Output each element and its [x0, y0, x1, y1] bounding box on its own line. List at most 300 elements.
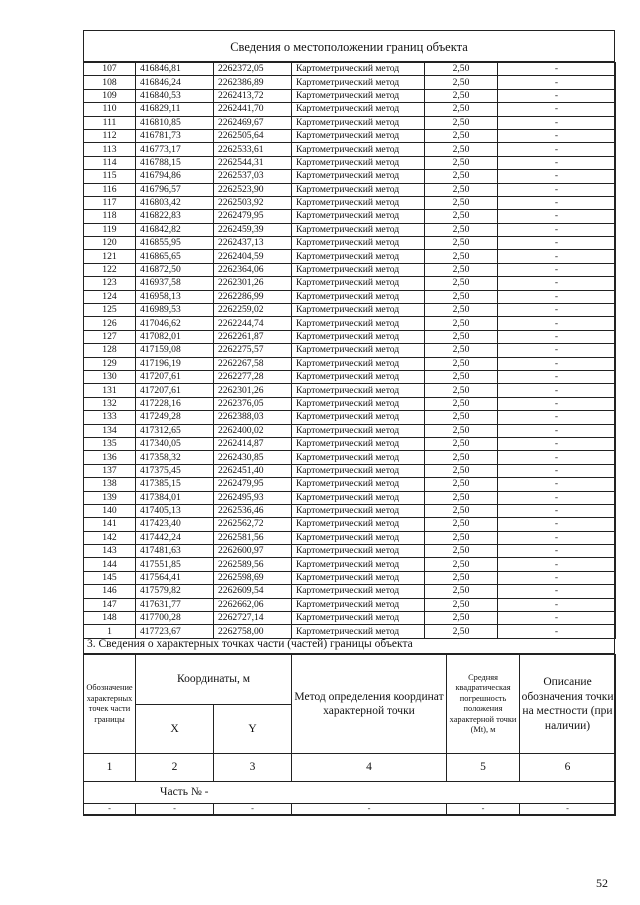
x-coordinate-cell: 417340,05 [136, 437, 214, 450]
y-coordinate-cell: 2262544,31 [214, 156, 292, 169]
table-row [84, 76, 616, 89]
x-coordinate-cell: 416803,42 [136, 196, 214, 209]
y-coordinate-cell: 2262286,99 [214, 290, 292, 303]
x-coordinate-cell: 417375,45 [136, 464, 214, 477]
x-coordinate-cell: 417700,28 [136, 612, 214, 625]
point-number-cell: 134 [84, 424, 136, 437]
point-number-cell: 132 [84, 397, 136, 410]
y-coordinate-cell: 2262259,02 [214, 304, 292, 317]
table-row [84, 250, 616, 263]
point-number-cell: 148 [84, 612, 136, 625]
accuracy-cell: 2,50 [425, 89, 498, 102]
accuracy-cell: 2,50 [425, 143, 498, 156]
table-row [84, 116, 616, 129]
column-number: 3 [214, 754, 292, 782]
description-cell: - [498, 76, 616, 89]
y-coordinate-cell: 2262437,13 [214, 237, 292, 250]
accuracy-cell: 2,50 [425, 304, 498, 317]
page-number: 52 [596, 876, 608, 890]
y-coordinate-cell: 2262244,74 [214, 317, 292, 330]
accuracy-cell: 2,50 [425, 76, 498, 89]
method-cell: Картометрический метод [292, 518, 425, 531]
method-cell: Картометрический метод [292, 370, 425, 383]
x-coordinate-cell: 417228,16 [136, 397, 214, 410]
description-cell: - [498, 183, 616, 196]
empty-cell: - [136, 804, 214, 816]
y-coordinate-cell: 2262479,95 [214, 478, 292, 491]
point-number-cell: 140 [84, 504, 136, 517]
description-cell: - [498, 384, 616, 397]
point-number-cell: 116 [84, 183, 136, 196]
x-coordinate-cell: 417631,77 [136, 598, 214, 611]
x-coordinate-cell: 417442,24 [136, 531, 214, 544]
accuracy-cell: 2,50 [425, 370, 498, 383]
column-number: 1 [84, 754, 136, 782]
table-row [84, 370, 616, 383]
y-coordinate-cell: 2262758,00 [214, 625, 292, 638]
table-row [84, 223, 616, 236]
empty-part-row [84, 804, 616, 816]
document-frame [83, 30, 615, 815]
accuracy-cell: 2,50 [425, 330, 498, 343]
x-coordinate-cell: 417046,62 [136, 317, 214, 330]
point-number-cell: 145 [84, 571, 136, 584]
description-cell: - [498, 290, 616, 303]
y-coordinate-cell: 2262388,03 [214, 411, 292, 424]
method-cell: Картометрический метод [292, 183, 425, 196]
table-row [84, 277, 616, 290]
x-coordinate-cell: 416788,15 [136, 156, 214, 169]
section-title: Сведения о местоположении границ объекта [84, 31, 614, 62]
table-row [84, 143, 616, 156]
method-cell: Картометрический метод [292, 531, 425, 544]
method-cell: Картометрический метод [292, 478, 425, 491]
x-coordinate-cell: 416796,57 [136, 183, 214, 196]
column-number: 6 [520, 754, 616, 782]
method-cell: Картометрический метод [292, 384, 425, 397]
table-row [84, 89, 616, 102]
x-coordinate-cell: 416842,82 [136, 223, 214, 236]
description-cell: - [498, 478, 616, 491]
x-coordinate-cell: 417723,67 [136, 625, 214, 638]
accuracy-cell: 2,50 [425, 196, 498, 209]
point-number-cell: 136 [84, 451, 136, 464]
method-cell: Картометрический метод [292, 223, 425, 236]
accuracy-cell: 2,50 [425, 545, 498, 558]
x-coordinate-cell: 417481,63 [136, 545, 214, 558]
x-coordinate-cell: 417423,40 [136, 518, 214, 531]
accuracy-cell: 2,50 [425, 237, 498, 250]
description-cell: - [498, 330, 616, 343]
header-method: Метод определения координат характерной точки [292, 655, 447, 754]
accuracy-cell: 2,50 [425, 411, 498, 424]
y-coordinate-cell: 2262536,46 [214, 504, 292, 517]
method-cell: Картометрический метод [292, 250, 425, 263]
y-coordinate-cell: 2262459,39 [214, 223, 292, 236]
method-cell: Картометрический метод [292, 63, 425, 76]
description-cell: - [498, 397, 616, 410]
table-row [84, 263, 616, 276]
y-coordinate-cell: 2262662,06 [214, 598, 292, 611]
point-number-cell: 127 [84, 330, 136, 343]
accuracy-cell: 2,50 [425, 571, 498, 584]
point-number-cell: 130 [84, 370, 136, 383]
accuracy-cell: 2,50 [425, 424, 498, 437]
x-coordinate-cell: 416810,85 [136, 116, 214, 129]
method-cell: Картометрический метод [292, 504, 425, 517]
x-coordinate-cell: 416958,13 [136, 290, 214, 303]
y-coordinate-cell: 2262479,95 [214, 210, 292, 223]
table-row [84, 237, 616, 250]
table-row [84, 344, 616, 357]
point-number-cell: 121 [84, 250, 136, 263]
part-points-table [83, 654, 616, 816]
point-number-cell: 146 [84, 585, 136, 598]
method-cell: Картометрический метод [292, 558, 425, 571]
table-row [84, 437, 616, 450]
point-number-cell: 139 [84, 491, 136, 504]
description-cell: - [498, 250, 616, 263]
method-cell: Картометрический метод [292, 625, 425, 638]
x-coordinate-cell: 416794,86 [136, 170, 214, 183]
part-label: Часть № - [84, 782, 616, 804]
table-row [84, 183, 616, 196]
accuracy-cell: 2,50 [425, 357, 498, 370]
y-coordinate-cell: 2262301,26 [214, 384, 292, 397]
method-cell: Картометрический метод [292, 397, 425, 410]
table-row [84, 598, 616, 611]
y-coordinate-cell: 2262589,56 [214, 558, 292, 571]
accuracy-cell: 2,50 [425, 63, 498, 76]
x-coordinate-cell: 417551,85 [136, 558, 214, 571]
description-cell: - [498, 411, 616, 424]
x-coordinate-cell: 416773,17 [136, 143, 214, 156]
header-designation: Обозначение характерных точек части границы [84, 655, 136, 754]
x-coordinate-cell: 417564,41 [136, 571, 214, 584]
x-coordinate-cell: 416865,65 [136, 250, 214, 263]
x-coordinate-cell: 416822,83 [136, 210, 214, 223]
description-cell: - [498, 545, 616, 558]
y-coordinate-cell: 2262562,72 [214, 518, 292, 531]
description-cell: - [498, 304, 616, 317]
y-coordinate-cell: 2262598,69 [214, 571, 292, 584]
x-coordinate-cell: 416840,53 [136, 89, 214, 102]
y-coordinate-cell: 2262537,03 [214, 170, 292, 183]
table-row [84, 451, 616, 464]
method-cell: Картометрический метод [292, 196, 425, 209]
table-row [84, 156, 616, 169]
description-cell: - [498, 156, 616, 169]
point-number-cell: 147 [84, 598, 136, 611]
y-coordinate-cell: 2262503,92 [214, 196, 292, 209]
description-cell: - [498, 424, 616, 437]
description-cell: - [498, 451, 616, 464]
method-cell: Картометрический метод [292, 411, 425, 424]
method-cell: Картометрический метод [292, 237, 425, 250]
point-number-cell: 133 [84, 411, 136, 424]
description-cell: - [498, 518, 616, 531]
column-number: 2 [136, 754, 214, 782]
description-cell: - [498, 585, 616, 598]
description-cell: - [498, 317, 616, 330]
point-number-cell: 125 [84, 304, 136, 317]
accuracy-cell: 2,50 [425, 504, 498, 517]
accuracy-cell: 2,50 [425, 625, 498, 638]
point-number-cell: 123 [84, 277, 136, 290]
accuracy-cell: 2,50 [425, 170, 498, 183]
y-coordinate-cell: 2262386,89 [214, 76, 292, 89]
method-cell: Картометрический метод [292, 129, 425, 142]
point-number-cell: 109 [84, 89, 136, 102]
accuracy-cell: 2,50 [425, 103, 498, 116]
table-row [84, 558, 616, 571]
accuracy-cell: 2,50 [425, 585, 498, 598]
y-coordinate-cell: 2262469,67 [214, 116, 292, 129]
method-cell: Картометрический метод [292, 143, 425, 156]
method-cell: Картометрический метод [292, 612, 425, 625]
method-cell: Картометрический метод [292, 545, 425, 558]
point-number-cell: 138 [84, 478, 136, 491]
accuracy-cell: 2,50 [425, 290, 498, 303]
description-cell: - [498, 344, 616, 357]
column-number: 4 [292, 754, 447, 782]
point-number-cell: 119 [84, 223, 136, 236]
y-coordinate-cell: 2262261,87 [214, 330, 292, 343]
description-cell: - [498, 491, 616, 504]
method-cell: Картометрический метод [292, 424, 425, 437]
y-coordinate-cell: 2262400,02 [214, 424, 292, 437]
header-description: Описание обозначения точки на местности (при наличии) [520, 655, 616, 754]
y-coordinate-cell: 2262600,97 [214, 545, 292, 558]
accuracy-cell: 2,50 [425, 250, 498, 263]
coordinates-table [83, 62, 616, 639]
point-number-cell: 122 [84, 263, 136, 276]
table-row [84, 491, 616, 504]
table-row [84, 290, 616, 303]
y-coordinate-cell: 2262441,70 [214, 103, 292, 116]
x-coordinate-cell: 417249,28 [136, 411, 214, 424]
description-cell: - [498, 63, 616, 76]
table-row [84, 504, 616, 517]
point-number-cell: 115 [84, 170, 136, 183]
y-coordinate-cell: 2262364,06 [214, 263, 292, 276]
method-cell: Картометрический метод [292, 116, 425, 129]
description-cell: - [498, 437, 616, 450]
method-cell: Картометрический метод [292, 89, 425, 102]
description-cell: - [498, 558, 616, 571]
accuracy-cell: 2,50 [425, 129, 498, 142]
method-cell: Картометрический метод [292, 317, 425, 330]
empty-cell: - [84, 804, 136, 816]
description-cell: - [498, 625, 616, 638]
y-coordinate-cell: 2262505,64 [214, 129, 292, 142]
description-cell: - [498, 103, 616, 116]
point-number-cell: 110 [84, 103, 136, 116]
accuracy-cell: 2,50 [425, 464, 498, 477]
table-row [84, 478, 616, 491]
point-number-cell: 124 [84, 290, 136, 303]
point-number-cell: 111 [84, 116, 136, 129]
table-row [84, 129, 616, 142]
y-coordinate-cell: 2262275,57 [214, 344, 292, 357]
x-coordinate-cell: 417159,08 [136, 344, 214, 357]
accuracy-cell: 2,50 [425, 156, 498, 169]
method-cell: Картометрический метод [292, 76, 425, 89]
table-row [84, 545, 616, 558]
x-coordinate-cell: 417207,61 [136, 370, 214, 383]
description-cell: - [498, 464, 616, 477]
description-cell: - [498, 277, 616, 290]
x-coordinate-cell: 417384,01 [136, 491, 214, 504]
x-coordinate-cell: 417358,32 [136, 451, 214, 464]
x-coordinate-cell: 416846,81 [136, 63, 214, 76]
method-cell: Картометрический метод [292, 304, 425, 317]
point-number-cell: 118 [84, 210, 136, 223]
point-number-cell: 141 [84, 518, 136, 531]
method-cell: Картометрический метод [292, 330, 425, 343]
table-row [84, 384, 616, 397]
description-cell: - [498, 598, 616, 611]
point-number-cell: 142 [84, 531, 136, 544]
description-cell: - [498, 89, 616, 102]
table-row [84, 612, 616, 625]
point-number-cell: 128 [84, 344, 136, 357]
x-coordinate-cell: 416989,53 [136, 304, 214, 317]
description-cell: - [498, 263, 616, 276]
header-y: Y [214, 705, 292, 754]
accuracy-cell: 2,50 [425, 210, 498, 223]
point-number-cell: 120 [84, 237, 136, 250]
section-3-heading: 3. Сведения о характерных точках части (частей) границы объекта [84, 631, 614, 654]
description-cell: - [498, 237, 616, 250]
point-number-cell: 126 [84, 317, 136, 330]
accuracy-cell: 2,50 [425, 518, 498, 531]
method-cell: Картометрический метод [292, 344, 425, 357]
table-row [84, 210, 616, 223]
accuracy-cell: 2,50 [425, 451, 498, 464]
method-cell: Картометрический метод [292, 210, 425, 223]
y-coordinate-cell: 2262413,72 [214, 89, 292, 102]
description-cell: - [498, 170, 616, 183]
y-coordinate-cell: 2262451,40 [214, 464, 292, 477]
y-coordinate-cell: 2262376,05 [214, 397, 292, 410]
table-row [84, 357, 616, 370]
x-coordinate-cell: 416872,50 [136, 263, 214, 276]
table-row [84, 317, 616, 330]
accuracy-cell: 2,50 [425, 263, 498, 276]
accuracy-cell: 2,50 [425, 183, 498, 196]
y-coordinate-cell: 2262609,54 [214, 585, 292, 598]
accuracy-cell: 2,50 [425, 116, 498, 129]
empty-cell: - [214, 804, 292, 816]
accuracy-cell: 2,50 [425, 384, 498, 397]
table-row [84, 63, 616, 76]
y-coordinate-cell: 2262430,85 [214, 451, 292, 464]
x-coordinate-cell: 417196,19 [136, 357, 214, 370]
method-cell: Картометрический метод [292, 585, 425, 598]
y-coordinate-cell: 2262277,28 [214, 370, 292, 383]
point-number-cell: 108 [84, 76, 136, 89]
accuracy-cell: 2,50 [425, 397, 498, 410]
x-coordinate-cell: 416829,11 [136, 103, 214, 116]
accuracy-cell: 2,50 [425, 491, 498, 504]
x-coordinate-cell: 416937,58 [136, 277, 214, 290]
point-number-cell: 112 [84, 129, 136, 142]
x-coordinate-cell: 417405,13 [136, 504, 214, 517]
method-cell: Картометрический метод [292, 277, 425, 290]
y-coordinate-cell: 2262267,58 [214, 357, 292, 370]
accuracy-cell: 2,50 [425, 558, 498, 571]
column-number: 5 [447, 754, 520, 782]
description-cell: - [498, 143, 616, 156]
empty-cell: - [292, 804, 447, 816]
point-number-cell: 107 [84, 63, 136, 76]
accuracy-cell: 2,50 [425, 531, 498, 544]
y-coordinate-cell: 2262404,59 [214, 250, 292, 263]
x-coordinate-cell: 417579,82 [136, 585, 214, 598]
accuracy-cell: 2,50 [425, 437, 498, 450]
accuracy-cell: 2,50 [425, 612, 498, 625]
method-cell: Картометрический метод [292, 170, 425, 183]
table-row [84, 304, 616, 317]
description-cell: - [498, 531, 616, 544]
x-coordinate-cell: 416781,73 [136, 129, 214, 142]
description-cell: - [498, 210, 616, 223]
y-coordinate-cell: 2262727,14 [214, 612, 292, 625]
method-cell: Картометрический метод [292, 491, 425, 504]
table-row [84, 424, 616, 437]
method-cell: Картометрический метод [292, 437, 425, 450]
table-row [84, 411, 616, 424]
point-number-cell: 129 [84, 357, 136, 370]
x-coordinate-cell: 416855,95 [136, 237, 214, 250]
description-cell: - [498, 116, 616, 129]
accuracy-cell: 2,50 [425, 223, 498, 236]
description-cell: - [498, 357, 616, 370]
table-row [84, 571, 616, 584]
accuracy-cell: 2,50 [425, 478, 498, 491]
description-cell: - [498, 571, 616, 584]
column-number-row [84, 754, 616, 782]
y-coordinate-cell: 2262533,61 [214, 143, 292, 156]
table-row [84, 196, 616, 209]
accuracy-cell: 2,50 [425, 317, 498, 330]
description-cell: - [498, 370, 616, 383]
x-coordinate-cell: 417312,65 [136, 424, 214, 437]
empty-cell: - [447, 804, 520, 816]
y-coordinate-cell: 2262581,56 [214, 531, 292, 544]
table-row [84, 518, 616, 531]
table-row [84, 397, 616, 410]
method-cell: Картометрический метод [292, 451, 425, 464]
method-cell: Картометрический метод [292, 103, 425, 116]
description-cell: - [498, 223, 616, 236]
table-row [84, 103, 616, 116]
point-number-cell: 1 [84, 625, 136, 638]
table-row [84, 330, 616, 343]
table-row [84, 585, 616, 598]
x-coordinate-cell: 416846,24 [136, 76, 214, 89]
point-number-cell: 117 [84, 196, 136, 209]
description-cell: - [498, 612, 616, 625]
table-row [84, 464, 616, 477]
header-coordinates: Координаты, м [136, 655, 292, 705]
description-cell: - [498, 129, 616, 142]
method-cell: Картометрический метод [292, 464, 425, 477]
accuracy-cell: 2,50 [425, 598, 498, 611]
point-number-cell: 113 [84, 143, 136, 156]
method-cell: Картометрический метод [292, 357, 425, 370]
